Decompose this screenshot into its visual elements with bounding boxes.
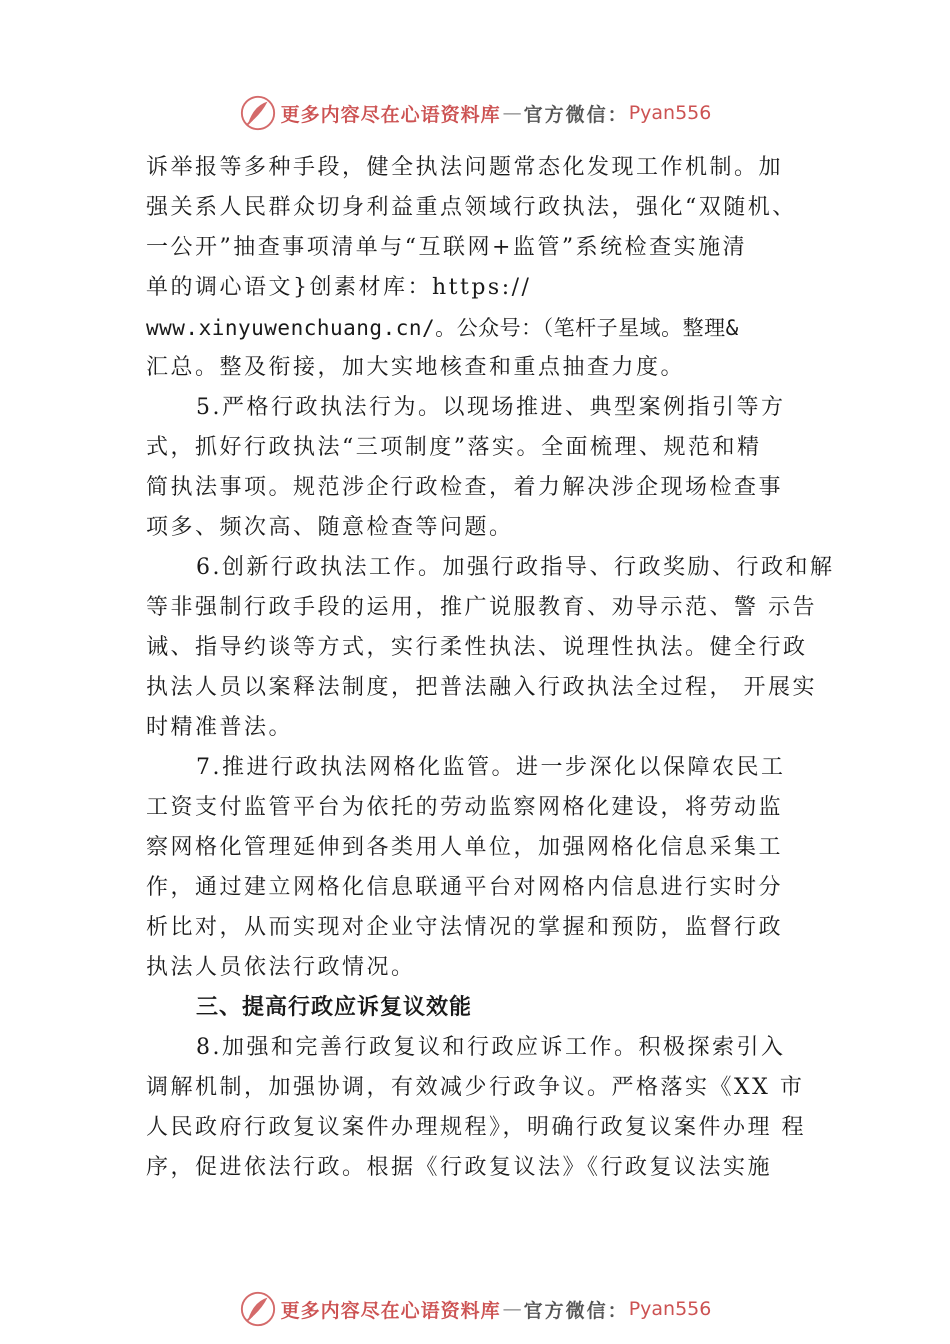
text-line: 序，促进依法行政。根据《行政复议法》《行政复议法实施 xyxy=(146,1155,773,1180)
paragraph-7-start: 7.推进行政执法网格化监管。进一步深化以保障农民工 xyxy=(196,755,786,780)
banner-wechat-id: Pyan556 xyxy=(628,1298,712,1320)
text-line: 析比对，从而实现对企业守法情况的掌握和预防，监督行政 xyxy=(146,915,784,940)
text-line: 等非强制行政手段的运用，推广说服教育、劝导示范、警 示告 xyxy=(146,595,817,620)
section-heading: 三、提高行政应诉复议效能 xyxy=(196,995,473,1020)
text-line: 调解机制，加强协调，有效减少行政争议。严格落实《XX 市 xyxy=(146,1075,805,1100)
text-line-url: www.xinyuwenchuang.cn/。公众号：（笔杆子星域。整理& xyxy=(146,316,739,340)
banner-separator: — xyxy=(502,1298,522,1320)
text-line: 察网格化管理延伸到各类用人单位，加强网格化信息采集工 xyxy=(146,835,784,860)
banner-separator: — xyxy=(502,102,522,124)
banner-main-text: 更多内容尽在心语资料库 xyxy=(280,103,501,126)
text-line: 诉举报等多种手段，健全执法问题常态化发现工作机制。加 xyxy=(146,155,784,180)
text-line: 时精准普法。 xyxy=(146,715,294,740)
pen-logo-icon xyxy=(239,1290,277,1328)
text-line: 人民政府行政复议案件办理规程》，明确行政复议案件办理 程 xyxy=(146,1115,806,1140)
text-line: 执法人员以案释法制度，把普法融入行政执法全过程， 开展实 xyxy=(146,675,817,700)
text-line: 式，抓好行政执法“三项制度”落实。全面梳理、规范和精 xyxy=(146,435,762,460)
text-line: 简执法事项。规范涉企行政检查，着力解决涉企现场检查事 xyxy=(146,475,784,500)
banner-wechat-id: Pyan556 xyxy=(628,102,712,124)
text-line: 单的调心语文}创素材库：https:// xyxy=(146,275,532,300)
header-watermark-banner xyxy=(0,93,950,133)
pen-logo-icon xyxy=(239,94,277,132)
paragraph-6-start: 6.创新行政执法工作。加强行政指导、行政奖励、行政和解 xyxy=(196,555,835,580)
paragraph-5-start: 5.严格行政执法行为。以现场推进、典型案例指引等方 xyxy=(196,395,786,420)
text-line: 汇总。整及衔接，加大实地核查和重点抽查力度。 xyxy=(146,355,686,380)
text-line: 一公开”抽查事项清单与“互联网+监管”系统检查实施清 xyxy=(146,235,748,260)
text-line: 执法人员依法行政情况。 xyxy=(146,955,416,980)
text-line: 作，通过建立网格化信息联通平台对网格内信息进行实时分 xyxy=(146,875,784,900)
text-line: 工资支付监管平台为依托的劳动监察网格化建设，将劳动监 xyxy=(146,795,784,820)
banner-main-text: 更多内容尽在心语资料库 xyxy=(280,1299,501,1322)
text-line: 项多、频次高、随意检查等问题。 xyxy=(146,515,514,540)
text-line: 诫、指导约谈等方式，实行柔性执法、说理性执法。健全行政 xyxy=(146,635,808,660)
footer-watermark-banner xyxy=(0,1289,950,1329)
banner-wechat-label: 官方微信： xyxy=(523,1299,629,1322)
banner-wechat-label: 官方微信： xyxy=(523,103,629,126)
document-body xyxy=(146,148,836,1188)
text-line: 强关系人民群众切身利益重点领域行政执法，强化“双随机、 xyxy=(146,195,797,220)
paragraph-8-start: 8.加强和完善行政复议和行政应诉工作。积极探索引入 xyxy=(196,1035,786,1060)
